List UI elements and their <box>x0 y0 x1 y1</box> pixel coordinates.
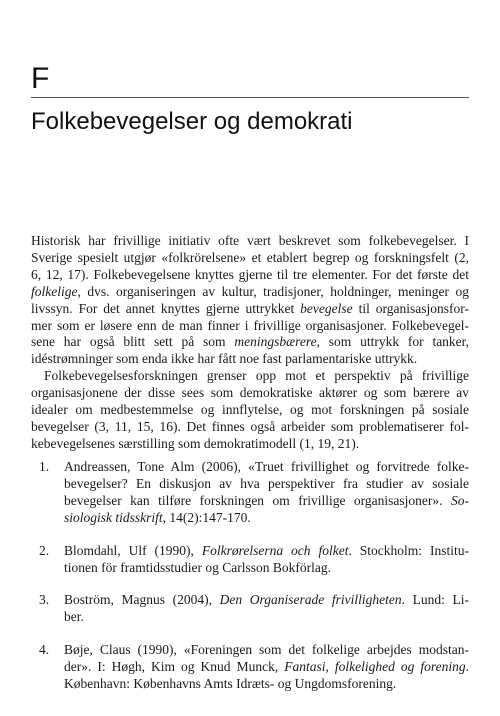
text-line <box>64 659 469 676</box>
text-line <box>31 233 469 250</box>
text-line <box>64 510 469 527</box>
text-line <box>64 592 469 609</box>
text-line <box>31 334 469 351</box>
text-run: Boström, Magnus (2004), <box>64 592 220 608</box>
text-line <box>31 368 469 385</box>
text-run: mer som er løsere enn de man finner i frivillige organisasjoner. Folkebevegel- <box>31 317 469 333</box>
text-run: 6, 12, 17). Folkebevegelsene knyttes gjerne til tre elementer. For det første det <box>31 266 469 282</box>
italic-text: folkelige <box>31 283 78 299</box>
reference-item <box>31 642 469 693</box>
reference-number: 1. <box>39 459 50 474</box>
text-run: Andreassen, Tone Alm (2006), «Truet frivillighet og forvitrede folke- <box>64 459 469 474</box>
text-run: . Lund: Li- <box>401 592 469 608</box>
text-line <box>64 560 469 577</box>
text-line <box>64 493 469 510</box>
text-run: bevegelser kan tilføre forskningen om frivillige organisasjoner». <box>64 492 451 508</box>
body-text <box>31 233 469 453</box>
chapter-letter: F <box>31 62 50 95</box>
heading-rule <box>31 97 469 98</box>
text-line <box>64 476 469 493</box>
text-line <box>31 301 469 318</box>
text-run: Folkebevegelsesforskningen grenser opp mot et perspektiv på frivillige <box>44 368 469 384</box>
text-run: ber. <box>64 609 84 625</box>
text-line <box>31 385 469 402</box>
text-run: idealer om medbestemmelse og innflytelse, og mot forskningen på sosiale <box>31 402 469 418</box>
text-run: Historisk har frivillige initiativ ofte vært beskrevet som folkebevegelser. I <box>31 233 469 248</box>
text-run: , som uttrykk for tanker, <box>316 334 470 350</box>
text-line <box>64 609 469 626</box>
text-run: bevegelser (3, 11, 15, 16). Det finnes også arbeider som problematiserer fol- <box>31 418 469 434</box>
italic-text: bevegelse <box>300 300 353 316</box>
text-run: der». I: Høgh, Kim og Knud Munck, <box>64 659 285 675</box>
text-line <box>31 436 469 453</box>
text-run: , dvs. organiseringen av kultur, tradisjoner, holdninger, meninger og <box>77 283 469 299</box>
text-line <box>31 318 469 335</box>
text-line <box>31 419 469 436</box>
text-run: , 14(2):147-170. <box>162 509 251 525</box>
italic-text: Folkrørelserna och folket <box>201 542 349 558</box>
italic-text: siologisk tidsskrift <box>64 509 163 525</box>
text-line <box>64 676 469 693</box>
text-line <box>31 402 469 419</box>
text-run: Blomdahl, Ulf (1990), <box>64 542 202 558</box>
italic-text: Den Organiserade frivilligheten <box>219 592 402 608</box>
text-line <box>64 543 469 560</box>
text-run: bevegelser? En diskusjon av hva perspektiver fra studier av sosiale <box>64 475 469 491</box>
text-line <box>64 642 469 659</box>
reference-number: 3. <box>39 592 50 608</box>
text-run: idéstrømninger som enda ikke har fått noe fast parlamentariske uttrykk. <box>31 351 418 367</box>
text-line <box>31 250 469 267</box>
italic-text: meningsbærere <box>234 334 317 350</box>
reference-item <box>31 543 469 577</box>
text-line <box>64 459 469 476</box>
reference-number: 4. <box>39 642 50 658</box>
text-run: sene har også blitt sett på som <box>31 334 235 350</box>
text-line <box>31 351 469 368</box>
text-run: København: Københavns Amts Idræts- og Ungdomsforening. <box>64 676 397 692</box>
reference-item <box>31 459 469 527</box>
italic-text: Fantasi, folkelighed og forening <box>284 659 466 675</box>
paragraph <box>31 233 469 368</box>
chapter-title: Folkebevegelser og demokrati <box>31 108 353 135</box>
text-run: tionen för framtidsstudier og Carlsson Bokförlag. <box>64 559 331 575</box>
text-line <box>31 267 469 284</box>
text-line <box>31 284 469 301</box>
text-run: til organisasjonsfor- <box>352 300 469 316</box>
text-run: . <box>465 659 469 675</box>
reference-list <box>31 459 469 693</box>
reference-number: 2. <box>39 542 50 558</box>
italic-text: So- <box>451 492 469 508</box>
text-run: Bøje, Claus (1990), «Foreningen som det folkelige arbejdes modstan- <box>64 642 469 658</box>
text-run: Sverige spesielt utgjør «folkrörelsene» et etablert begrep og forskningsfelt (2, <box>31 249 469 265</box>
reference-item <box>31 592 469 626</box>
paragraph <box>31 368 469 453</box>
text-run: . Stockholm: Institu- <box>348 542 469 558</box>
text-run: kebevegelsenes særstilling som demokratimodell (1, 19, 21). <box>31 435 360 451</box>
text-run: organisasjonene der disse sees som demokratiske aktører og som bærere av <box>31 385 469 401</box>
text-run: livssyn. For det annet knyttes gjerne uttrykket <box>31 300 301 316</box>
